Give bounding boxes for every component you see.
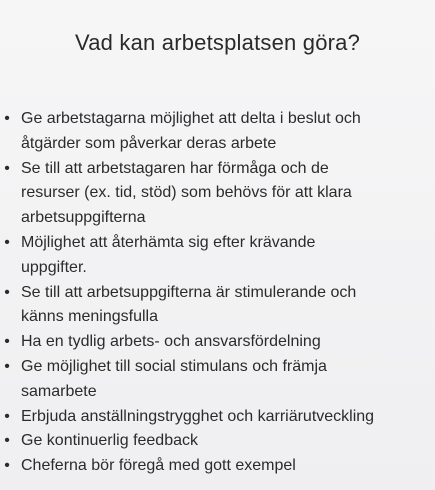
bullet-text: Se till att arbetsuppgifterna är stimulerande och känns meningsfulla [21,283,357,326]
bullet-text: Ha en tydlig arbets- och ansvarsfördelning [21,333,321,351]
bullet-icon: • [4,110,10,127]
bullet-item [0,281,431,331]
bullet-item [0,330,431,355]
bullet-item [0,405,431,430]
bullet-text: Ge arbetstagarna möjlighet att delta i beslut och åtgärder som påverkar deras arbete [21,110,361,152]
bullet-icon: • [4,357,10,375]
bullet-list [0,107,431,479]
bullet-icon: • [4,159,10,177]
bullet-item [0,454,431,479]
bullet-text: Se till att arbetstagaren har förmåga och de resurser (ex. tid, stöd) som behövs för att klara arbetsuppgifterna [21,159,352,227]
bullet-icon: • [4,432,10,450]
bullet-text: Erbjuda anställningstrygghet och karriärutveckling [21,407,375,425]
bullet-icon: • [4,457,10,475]
bullet-item [0,429,431,454]
bullet-icon: • [4,407,10,425]
bullet-icon: • [4,283,10,301]
bullet-item [0,231,431,281]
slide-title: Vad kan arbetsplatsen göra? [74,30,361,55]
bullet-item [0,157,431,231]
bullet-text: Cheferna bör föregå med gott exempel [21,457,296,475]
bullet-icon: • [4,333,10,351]
bullet-text: Ge möjlighet till social stimulans och främja samarbete [21,357,327,400]
bullet-text: Möjlighet att återhämta sig efter krävande uppgifter. [21,233,316,276]
bullet-icon: • [4,233,10,251]
bullet-text: Ge kontinuerlig feedback [21,432,198,450]
bullet-item [0,107,431,157]
bullet-item [0,355,431,405]
